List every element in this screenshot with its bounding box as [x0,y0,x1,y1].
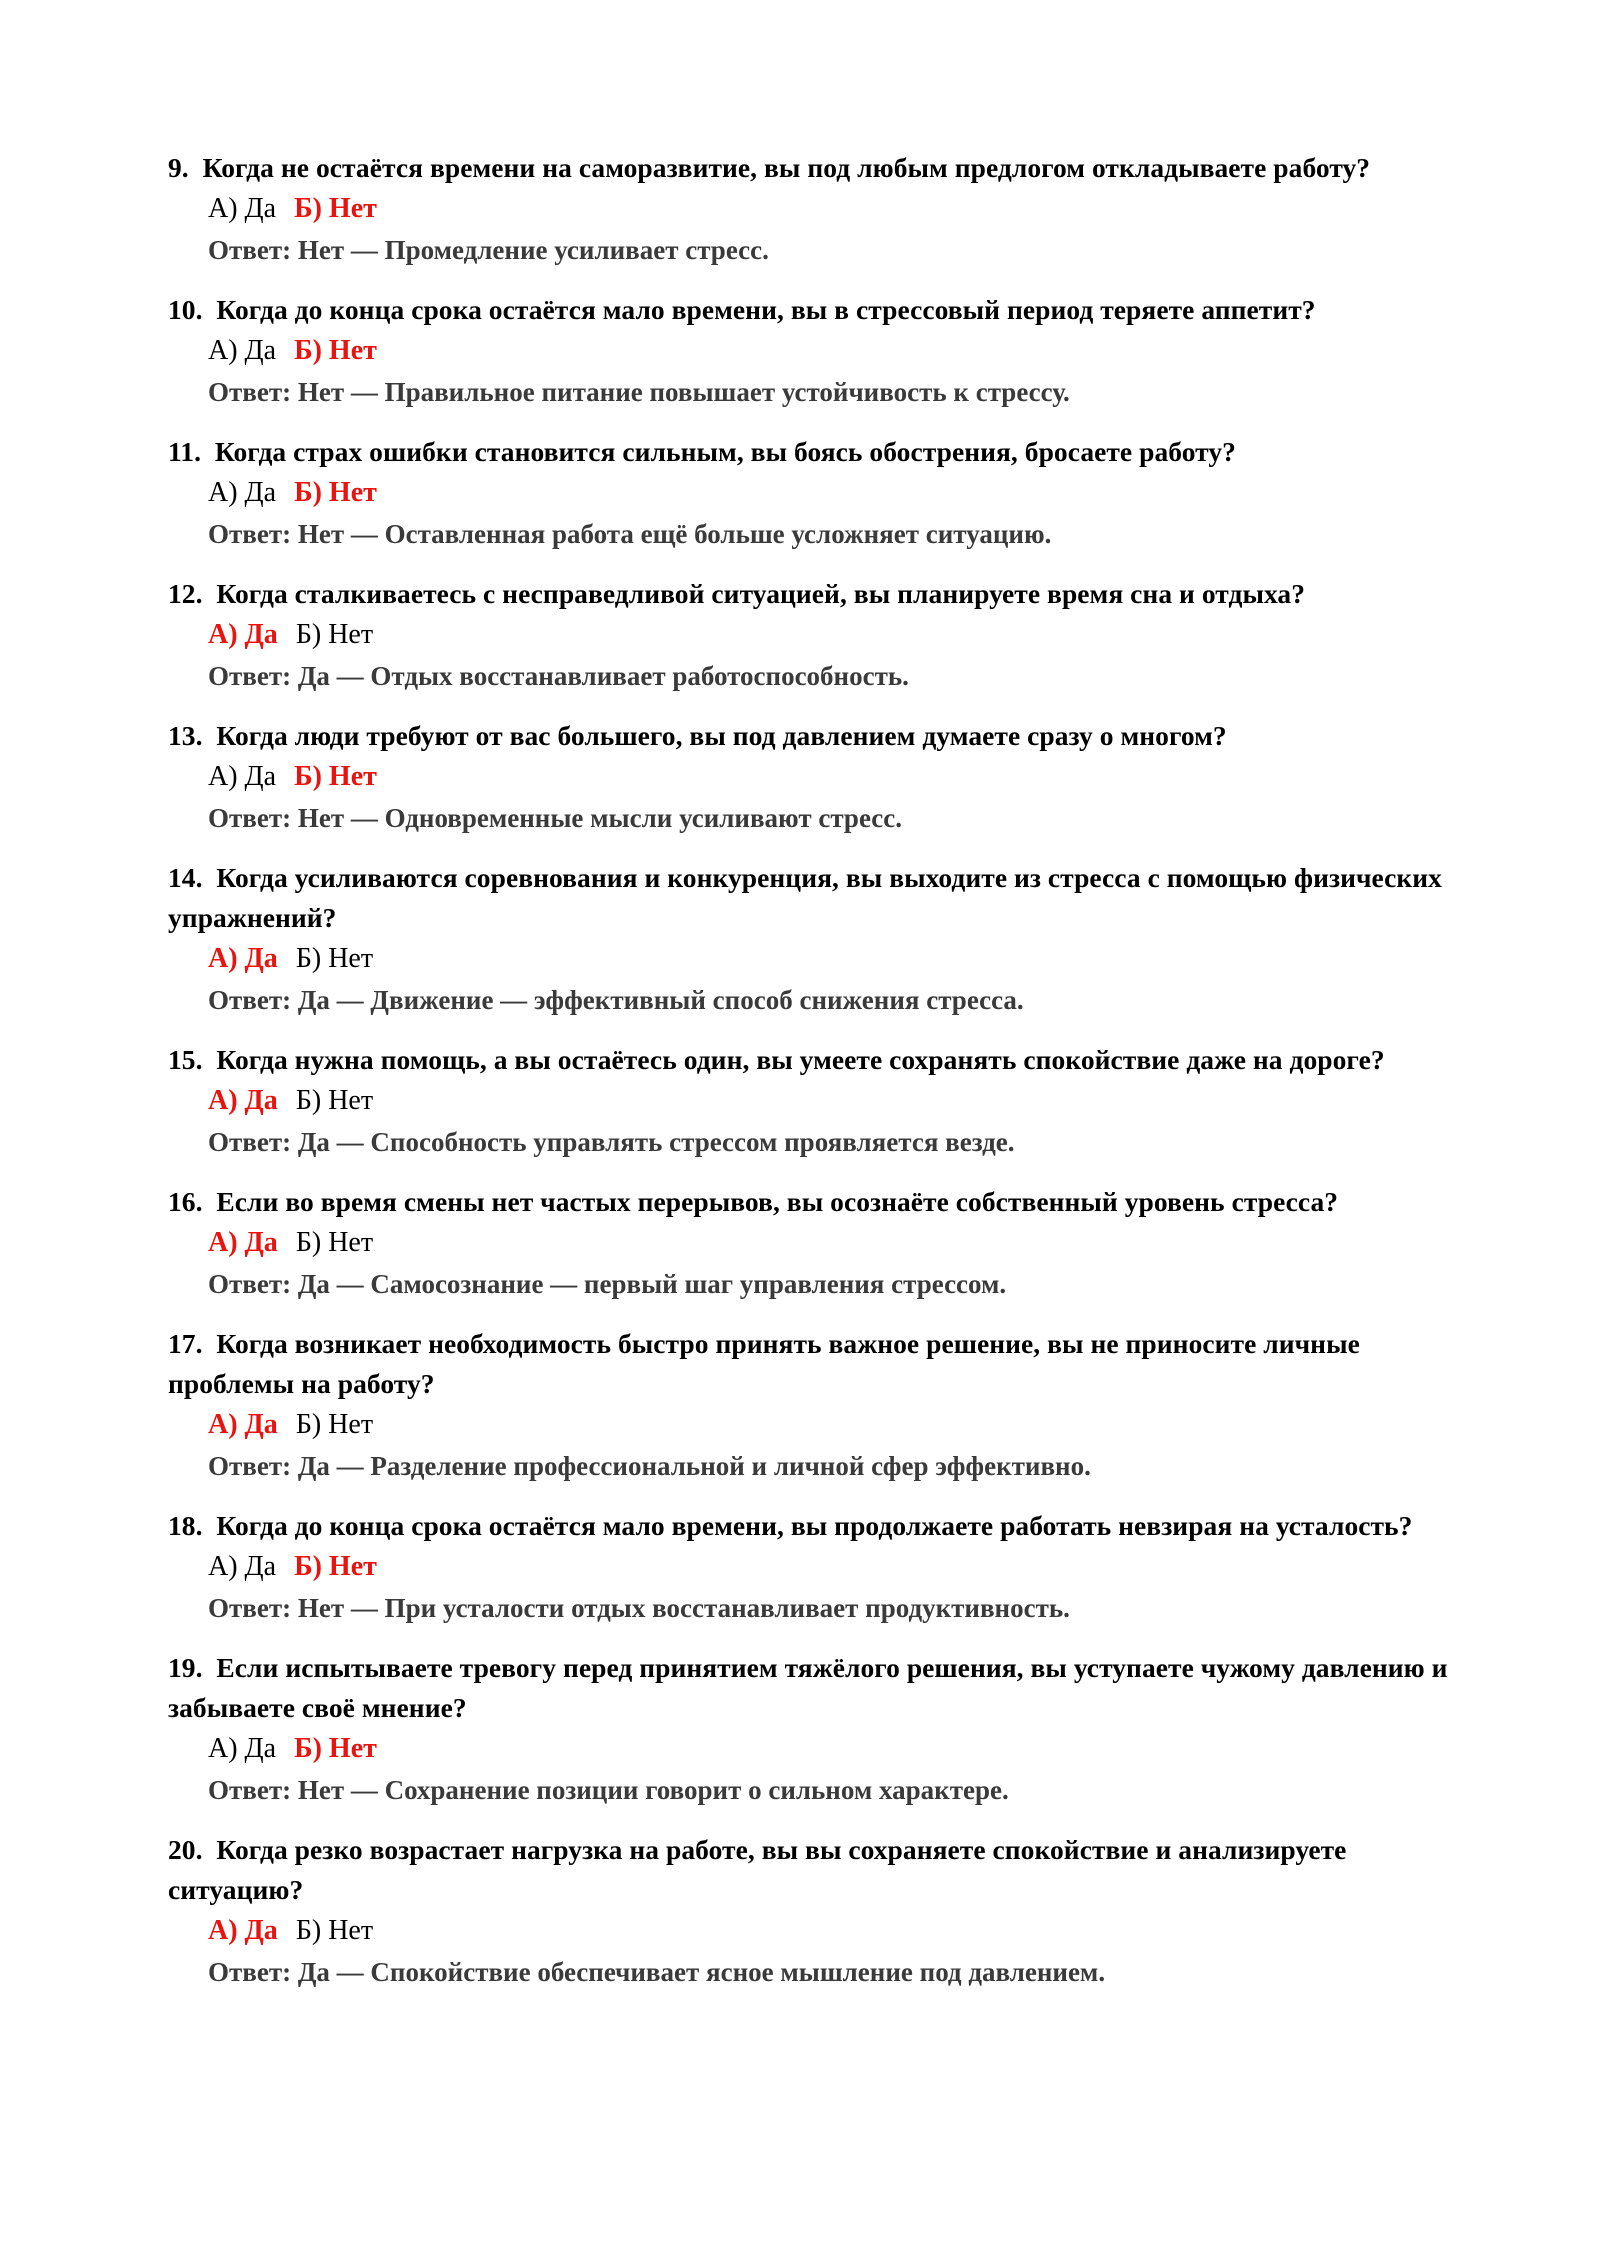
option: Б) Нет [295,1409,374,1440]
question-number: 11. [168,436,202,467]
question-body: Когда до конца срока остаётся мало времени, вы продолжаете работать невзирая на усталость? [216,1510,1413,1541]
options-row [168,756,1458,797]
option-correct: Б) Нет [294,477,377,508]
options-row [168,1910,1458,1951]
question-text [168,574,1458,614]
question-block [168,858,1458,1021]
option-correct: А) Да [208,943,278,974]
question-block [168,432,1458,555]
options-row [168,614,1458,655]
question-text [168,432,1458,472]
question-body: Когда сталкиваетесь с несправедливой ситуацией, вы планируете время сна и отдыха? [216,578,1306,609]
option: А) Да [208,1733,277,1764]
question-block [168,574,1458,697]
option: А) Да [208,1551,277,1582]
options-row [168,938,1458,979]
option: А) Да [208,335,277,366]
question-block [168,1648,1458,1811]
answer-explanation: Ответ: Нет — Правильное питание повышает устойчивость к стрессу. [208,377,1070,407]
answer-explanation: Ответ: Да — Способность управлять стрессом проявляется везде. [208,1127,1015,1157]
option-correct: А) Да [208,1409,278,1440]
options-row [168,472,1458,513]
question-number-gap [201,436,215,467]
question-number-gap [203,294,217,325]
options-row [168,1222,1458,1263]
question-number: 13. [168,720,203,751]
option-correct: А) Да [208,1227,278,1258]
answer-explanation: Ответ: Да — Спокойствие обеспечивает ясное мышление под давлением. [208,1957,1106,1987]
question-text [168,1648,1458,1728]
question-text [168,1324,1458,1404]
question-number-gap [203,720,217,751]
question-body: Когда возникает необходимость быстро принять важное решение, вы не приносите личные проблемы на работу? [168,1328,1360,1399]
question-number-gap [203,862,217,893]
option: Б) Нет [295,619,374,650]
question-body: Когда не остаётся времени на саморазвитие, вы под любым предлогом откладываете работу? [202,152,1371,183]
question-body: Если испытываете тревогу перед принятием тяжёлого решения, вы уступаете чужому давлению и забываете своё мнение? [168,1652,1448,1723]
option: Б) Нет [295,1085,374,1116]
question-body: Когда резко возрастает нагрузка на работе, вы вы сохраняете спокойствие и анализируете ситуацию? [168,1834,1347,1905]
option: Б) Нет [295,1915,374,1946]
question-number: 9. [168,152,189,183]
question-body: Если во время смены нет частых перерывов, вы осознаёте собственный уровень стресса? [216,1186,1339,1217]
question-number: 14. [168,862,203,893]
options-row [168,1080,1458,1121]
option-correct: Б) Нет [294,193,377,224]
option-correct: Б) Нет [294,1551,377,1582]
question-number-gap [189,152,203,183]
answer-explanation: Ответ: Да — Отдых восстанавливает работоспособность. [208,661,909,691]
question-number: 19. [168,1652,203,1683]
question-block [168,1324,1458,1487]
question-number-gap [203,1328,217,1359]
question-text [168,290,1458,330]
answer-explanation: Ответ: Нет — При усталости отдых восстанавливает продуктивность. [208,1593,1070,1623]
question-number: 17. [168,1328,203,1359]
option: А) Да [208,193,277,224]
question-body: Когда люди требуют от вас большего, вы под давлением думаете сразу о многом? [216,720,1227,751]
option-correct: Б) Нет [294,1733,377,1764]
question-number: 15. [168,1044,203,1075]
option-correct: Б) Нет [294,761,377,792]
question-text [168,858,1458,938]
question-text [168,1830,1458,1910]
question-body: Когда страх ошибки становится сильным, вы боясь обострения, бросаете работу? [214,436,1236,467]
question-text [168,1040,1458,1080]
question-number: 18. [168,1510,203,1541]
question-text [168,1506,1458,1546]
answer-explanation: Ответ: Да — Самосознание — первый шаг управления стрессом. [208,1269,1007,1299]
question-number-gap [203,578,217,609]
answer-explanation: Ответ: Нет — Промедление усиливает стресс. [208,235,769,265]
options-row [168,1546,1458,1587]
question-block [168,716,1458,839]
question-body: Когда нужна помощь, а вы остаётесь один, вы умеете сохранять спокойствие даже на дороге? [216,1044,1385,1075]
quiz-document [168,148,1458,2012]
question-number-gap [203,1652,217,1683]
question-block [168,290,1458,413]
option: А) Да [208,761,277,792]
answer-explanation: Ответ: Нет — Одновременные мысли усиливают стресс. [208,803,902,833]
question-number-gap [203,1186,217,1217]
option: А) Да [208,477,277,508]
question-number: 16. [168,1186,203,1217]
question-text [168,716,1458,756]
options-row [168,1404,1458,1445]
option: Б) Нет [295,1227,374,1258]
question-number-gap [203,1044,217,1075]
question-number-gap [203,1510,217,1541]
answer-explanation: Ответ: Да — Движение — эффективный способ снижения стресса. [208,985,1024,1015]
option: Б) Нет [295,943,374,974]
options-row [168,188,1458,229]
answer-explanation: Ответ: Нет — Сохранение позиции говорит о сильном характере. [208,1775,1009,1805]
option-correct: Б) Нет [294,335,377,366]
answer-explanation: Ответ: Да — Разделение профессиональной и личной сфер эффективно. [208,1451,1091,1481]
question-text [168,148,1458,188]
question-block [168,1182,1458,1305]
question-number: 12. [168,578,203,609]
options-row [168,1728,1458,1769]
question-text [168,1182,1458,1222]
question-body: Когда до конца срока остаётся мало времени, вы в стрессовый период теряете аппетит? [216,294,1316,325]
question-block [168,148,1458,271]
option-correct: А) Да [208,1085,278,1116]
question-number-gap [203,1834,217,1865]
question-body: Когда усиливаются соревнования и конкуренция, вы выходите из стресса с помощью физических упражнений? [168,862,1442,933]
options-row [168,330,1458,371]
question-block [168,1506,1458,1629]
question-number: 10. [168,294,203,325]
question-block [168,1830,1458,1993]
answer-explanation: Ответ: Нет — Оставленная работа ещё больше усложняет ситуацию. [208,519,1052,549]
question-block [168,1040,1458,1163]
option-correct: А) Да [208,1915,278,1946]
question-number: 20. [168,1834,203,1865]
option-correct: А) Да [208,619,278,650]
